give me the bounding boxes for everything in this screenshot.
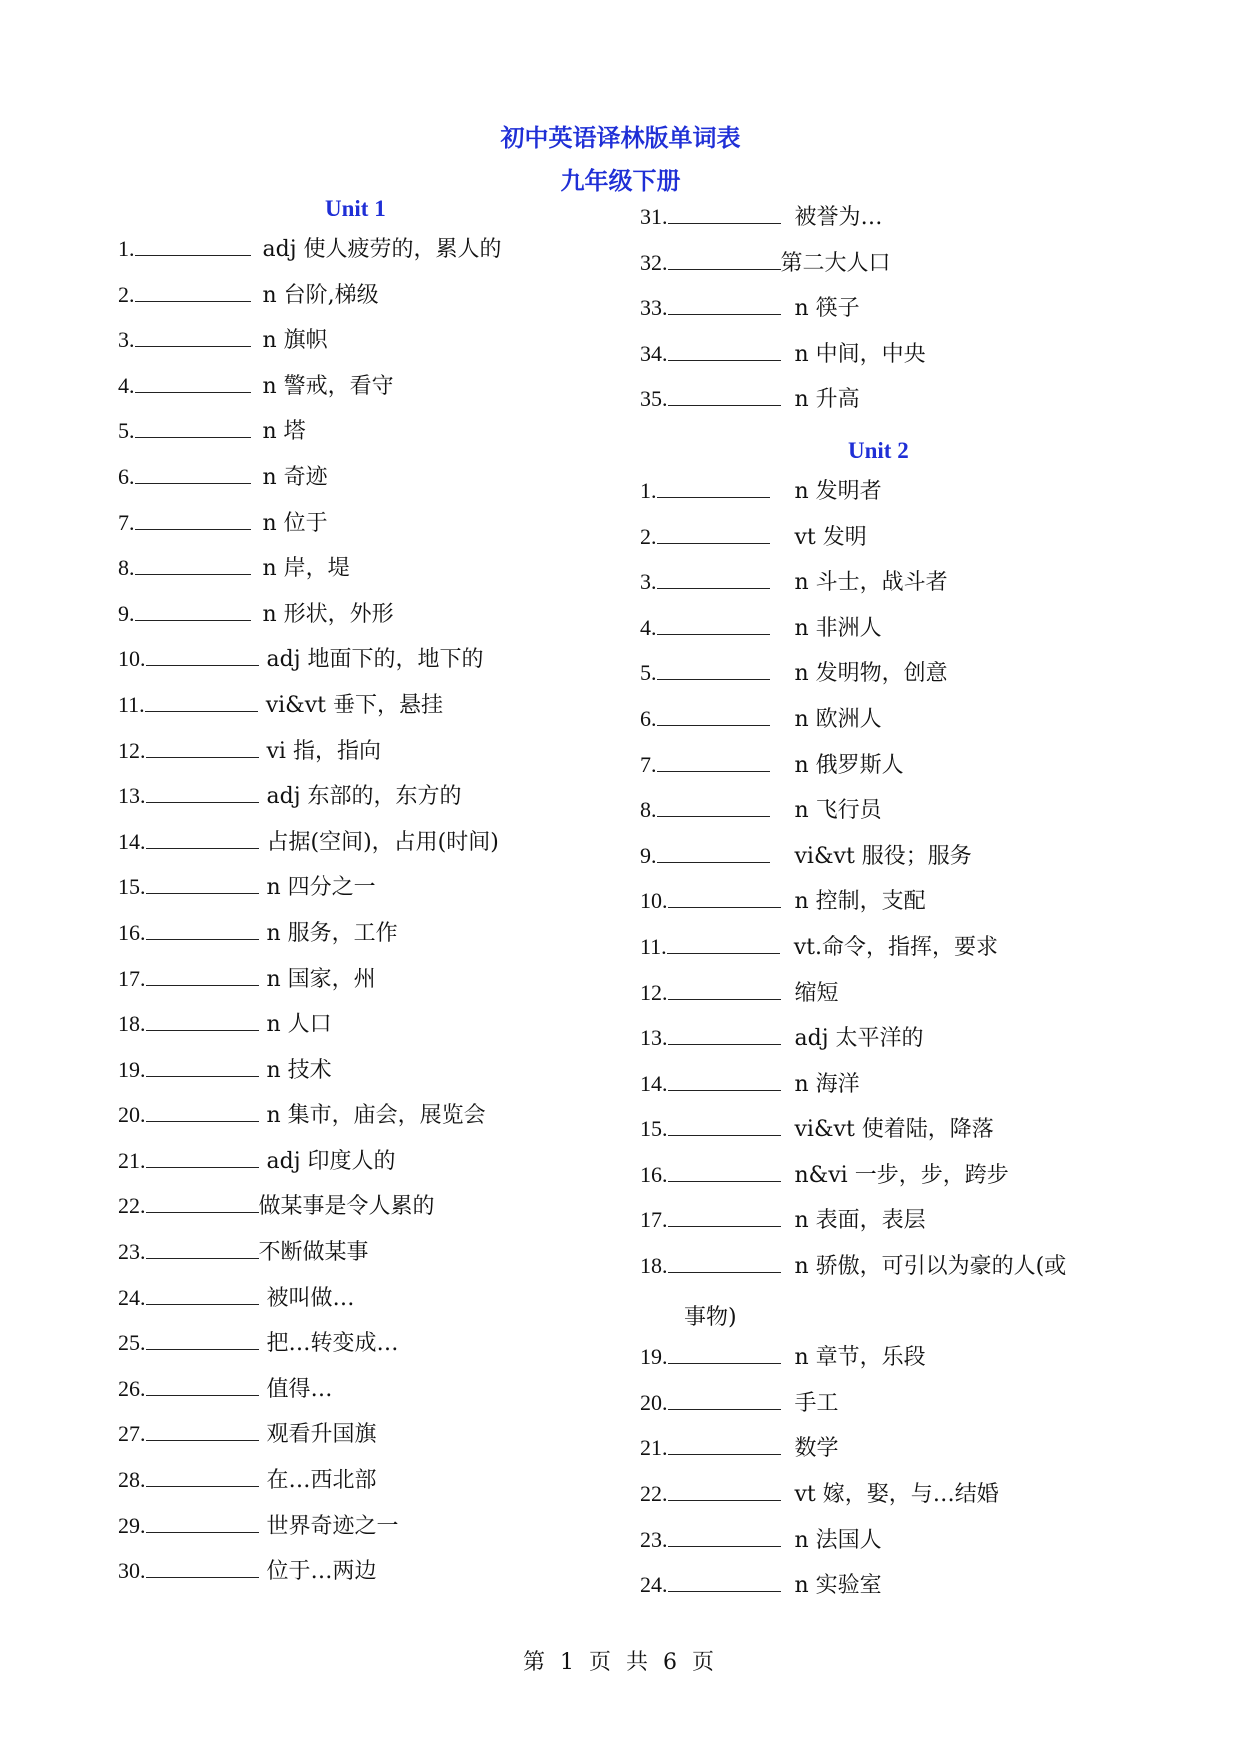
answer-blank[interactable]	[668, 1161, 781, 1182]
definition: adj 东部的，东方的	[266, 784, 462, 810]
answer-blank[interactable]	[135, 372, 251, 393]
item-number: 33.	[640, 295, 668, 321]
answer-blank[interactable]	[146, 828, 259, 849]
item-number: 16.	[118, 919, 146, 945]
item-number: 12.	[640, 979, 668, 1005]
page-footer: 第 1 页 共 6 页	[523, 1650, 718, 1675]
item-number: 25.	[118, 1330, 146, 1356]
answer-blank[interactable]	[668, 385, 781, 406]
vocab-row	[118, 232, 618, 278]
vocab-row	[640, 1477, 1160, 1523]
item-number: 11.	[640, 933, 667, 959]
item-number: 17.	[640, 1207, 668, 1233]
definition: n 形状，外形	[262, 601, 394, 627]
answer-blank[interactable]	[657, 477, 770, 498]
item-number: 20.	[640, 1389, 668, 1415]
definition: n 法国人	[794, 1527, 882, 1553]
answer-blank[interactable]	[668, 1206, 781, 1227]
vocab-row	[640, 1203, 1160, 1249]
vocab-row	[640, 1386, 1160, 1432]
vocab-row	[118, 369, 618, 415]
answer-blank[interactable]	[668, 294, 781, 315]
item-number: 13.	[640, 1025, 668, 1051]
definition: 手工	[794, 1390, 839, 1416]
definition: n 发明物，创意	[794, 661, 948, 687]
answer-blank[interactable]	[135, 281, 251, 302]
definition: adj 印度人的	[266, 1148, 396, 1174]
vocab-row	[640, 200, 1160, 246]
definition: n 控制，支配	[794, 889, 926, 915]
answer-blank[interactable]	[657, 842, 770, 863]
vocab-row	[640, 1249, 1160, 1295]
item-number: 23.	[118, 1239, 146, 1265]
item-number: 17.	[118, 965, 146, 991]
definition: 值得…	[266, 1376, 333, 1402]
vocab-row	[118, 1417, 618, 1463]
definition: n 岸，堤	[262, 556, 350, 582]
definition: 位于…两边	[266, 1559, 377, 1585]
item-number: 10.	[640, 888, 668, 914]
item-number: 18.	[640, 1253, 668, 1279]
answer-blank[interactable]	[146, 782, 259, 803]
unit-heading: Unit 2	[848, 437, 909, 463]
answer-blank[interactable]	[668, 1024, 781, 1045]
item-number: 30.	[118, 1558, 146, 1584]
item-number: 3.	[640, 569, 657, 595]
item-number: 9.	[118, 600, 135, 626]
answer-blank[interactable]	[657, 705, 770, 726]
answer-blank[interactable]	[146, 1420, 259, 1441]
definition: 数学	[794, 1436, 839, 1462]
definition: vi&vt 垂下，悬挂	[265, 692, 443, 718]
definition: n 章节，乐段	[794, 1345, 926, 1371]
answer-blank[interactable]	[146, 1056, 259, 1077]
item-number: 21.	[640, 1435, 668, 1461]
vocab-row	[640, 611, 1160, 657]
answer-blank[interactable]	[146, 1329, 259, 1350]
vocab-row	[118, 1509, 618, 1555]
vocab-row	[640, 246, 1160, 292]
definition: vt 发明	[794, 524, 867, 550]
answer-blank[interactable]	[135, 554, 251, 575]
right-column	[640, 200, 1160, 1614]
answer-blank[interactable]	[146, 1101, 259, 1122]
answer-blank[interactable]	[668, 1526, 781, 1547]
definition: n 四分之一	[266, 875, 376, 901]
answer-blank[interactable]	[668, 979, 781, 1000]
item-number: 34.	[640, 340, 668, 366]
item-number: 5.	[118, 418, 135, 444]
answer-blank[interactable]	[668, 340, 781, 361]
answer-blank[interactable]	[135, 600, 251, 621]
definition: vt 嫁，娶，与…结婚	[794, 1482, 999, 1508]
item-number: 1.	[118, 236, 135, 261]
item-number: 15.	[118, 874, 146, 900]
vocab-row	[118, 962, 618, 1008]
definition: n 警戒，看守	[262, 373, 394, 399]
vocab-row	[640, 793, 1160, 839]
vocab-row	[118, 1372, 618, 1418]
vocab-row	[118, 506, 618, 552]
answer-blank[interactable]	[657, 659, 770, 680]
item-number: 22.	[640, 1481, 668, 1507]
definition: n 集市，庙会，展览会	[266, 1103, 486, 1129]
definition: 把…转变成…	[266, 1331, 399, 1357]
answer-blank[interactable]	[135, 509, 251, 530]
definition: vi&vt 服役；服务	[794, 843, 972, 869]
definition: 被誉为…	[794, 205, 883, 230]
item-number: 2.	[118, 281, 135, 307]
answer-blank[interactable]	[657, 614, 770, 635]
vocab-row	[640, 520, 1160, 566]
item-number: 14.	[118, 828, 146, 854]
definition: n 人口	[266, 1012, 332, 1038]
item-number: 4.	[118, 372, 135, 398]
answer-blank[interactable]	[657, 523, 770, 544]
vocab-row	[118, 460, 618, 506]
item-number: 31.	[640, 204, 668, 229]
vocab-row	[640, 474, 1160, 520]
definition: n 服务，工作	[266, 920, 398, 946]
item-number: 21.	[118, 1147, 146, 1173]
vocab-row	[118, 734, 618, 780]
definition: n 海洋	[794, 1071, 860, 1097]
vocab-row	[640, 1523, 1160, 1569]
definition: n 非洲人	[794, 615, 882, 641]
item-number: 32.	[640, 249, 668, 275]
vocab-row	[640, 1431, 1160, 1477]
item-number: 16.	[640, 1161, 668, 1187]
vocab-row	[640, 702, 1160, 748]
vocab-row	[118, 642, 618, 688]
item-number: 13.	[118, 783, 146, 809]
item-number: 2.	[640, 523, 657, 549]
answer-blank[interactable]	[146, 1512, 259, 1533]
item-number: 24.	[118, 1284, 146, 1310]
vocab-row	[640, 656, 1160, 702]
answer-blank[interactable]	[146, 1010, 259, 1031]
answer-blank[interactable]	[668, 203, 781, 224]
item-number: 22.	[118, 1193, 146, 1219]
answer-blank[interactable]	[135, 235, 251, 256]
vocab-row	[118, 779, 618, 825]
item-number: 29.	[118, 1512, 146, 1538]
answer-blank[interactable]	[657, 796, 770, 817]
answer-blank[interactable]	[667, 933, 780, 954]
vocab-row	[118, 825, 618, 871]
item-number: 26.	[118, 1375, 146, 1401]
definition: 缩短	[794, 980, 839, 1006]
item-number: 11.	[118, 691, 145, 717]
answer-blank[interactable]	[135, 417, 251, 438]
vocab-row	[640, 1158, 1160, 1204]
item-number: 1.	[640, 477, 657, 503]
answer-blank[interactable]	[146, 873, 259, 894]
definition: n 实验室	[794, 1573, 882, 1599]
definition: n 表面，表层	[794, 1208, 926, 1234]
vocab-row	[640, 1340, 1160, 1386]
answer-blank[interactable]	[146, 1466, 259, 1487]
answer-blank[interactable]	[146, 1192, 259, 1213]
vocab-row	[640, 1021, 1160, 1067]
item-number: 15.	[640, 1116, 668, 1142]
definition: n 骄傲，可引以为豪的人(或	[794, 1254, 1067, 1280]
answer-blank[interactable]	[668, 1070, 781, 1091]
item-number: 20.	[118, 1102, 146, 1128]
vocab-row	[640, 976, 1160, 1022]
answer-blank[interactable]	[146, 1147, 259, 1168]
item-number: 27.	[118, 1421, 146, 1447]
vocab-row	[118, 323, 618, 369]
definition: 做某事是令人累的	[258, 1194, 435, 1220]
answer-blank[interactable]	[668, 1434, 781, 1455]
answer-blank[interactable]	[146, 645, 259, 666]
definition: n 筷子	[794, 296, 860, 322]
answer-blank[interactable]	[146, 1375, 259, 1396]
vocab-row	[640, 382, 1160, 428]
definition: n 旗帜	[262, 328, 328, 354]
definition: n 奇迹	[262, 464, 328, 490]
item-number: 4.	[640, 614, 657, 640]
vocab-row	[118, 278, 618, 324]
vocab-row	[640, 1067, 1160, 1113]
answer-blank[interactable]	[668, 1115, 781, 1136]
item-number: 19.	[640, 1344, 668, 1370]
answer-blank[interactable]	[135, 326, 251, 347]
definition: vi 指，指向	[266, 738, 381, 764]
vocab-row	[640, 884, 1160, 930]
answer-blank[interactable]	[668, 1343, 781, 1364]
vocab-row	[640, 1568, 1160, 1614]
answer-blank[interactable]	[668, 1389, 781, 1410]
definition: 第二大人口	[780, 250, 891, 276]
item-number: 23.	[640, 1526, 668, 1552]
vocab-row	[118, 1281, 618, 1327]
vocab-row	[118, 597, 618, 643]
item-number: 35.	[640, 386, 668, 412]
definition: n 国家，州	[266, 966, 376, 992]
definition: n 欧洲人	[794, 706, 882, 732]
answer-blank[interactable]	[668, 1252, 781, 1273]
definition: 占据(空间)，占用(时间)	[266, 829, 499, 855]
item-number: 28.	[118, 1467, 146, 1493]
page-title: 初中英语译林版单词表	[500, 123, 741, 152]
answer-blank[interactable]	[146, 1557, 259, 1578]
vocab-row	[118, 688, 618, 734]
answer-blank[interactable]	[668, 1480, 781, 1501]
vocab-row	[640, 337, 1160, 383]
definition: 世界奇迹之一	[266, 1513, 399, 1539]
definition: adj 使人疲劳的，累人的	[262, 237, 502, 262]
definition: n 技术	[266, 1057, 332, 1083]
answer-blank[interactable]	[135, 463, 251, 484]
vocab-row	[640, 839, 1160, 885]
definition: n 升高	[794, 387, 860, 413]
answer-blank[interactable]	[146, 737, 259, 758]
vocab-row	[118, 1326, 618, 1372]
definition: n 斗士，战斗者	[794, 570, 948, 596]
definition-continuation: 事物)	[684, 1304, 737, 1330]
definition: 在…西北部	[266, 1468, 377, 1494]
answer-blank[interactable]	[668, 887, 781, 908]
answer-blank[interactable]	[146, 965, 259, 986]
vocab-row	[118, 414, 618, 460]
item-number: 14.	[640, 1070, 668, 1096]
vocab-row	[118, 1235, 618, 1281]
item-number: 8.	[118, 555, 135, 581]
vocab-row	[640, 291, 1160, 337]
answer-blank[interactable]	[145, 691, 258, 712]
item-number: 7.	[640, 751, 657, 777]
definition: n 塔	[262, 419, 306, 445]
item-number: 6.	[640, 705, 657, 731]
item-number: 9.	[640, 842, 657, 868]
vocab-row	[118, 1007, 618, 1053]
answer-blank[interactable]	[146, 1284, 259, 1305]
vocab-row	[118, 1554, 618, 1600]
item-number: 3.	[118, 327, 135, 353]
answer-blank[interactable]	[146, 919, 259, 940]
definition: adj 地面下的，地下的	[266, 647, 484, 673]
item-number: 19.	[118, 1056, 146, 1082]
item-number: 24.	[640, 1572, 668, 1598]
item-number: 6.	[118, 463, 135, 489]
definition: adj 太平洋的	[794, 1026, 924, 1052]
vocab-row	[118, 1463, 618, 1509]
item-number: 10.	[118, 646, 146, 672]
answer-blank[interactable]	[146, 1238, 259, 1259]
item-number: 18.	[118, 1011, 146, 1037]
definition: n 俄罗斯人	[794, 752, 904, 778]
answer-blank[interactable]	[657, 568, 770, 589]
definition: vt.命令，指挥，要求	[793, 934, 998, 960]
answer-blank[interactable]	[657, 751, 770, 772]
definition: 观看升国旗	[266, 1422, 377, 1448]
item-number: 12.	[118, 737, 146, 763]
vocab-row	[118, 916, 618, 962]
answer-blank[interactable]	[668, 1571, 781, 1592]
vocab-row	[640, 565, 1160, 611]
definition: n 台阶,梯级	[262, 282, 379, 308]
definition: n 中间，中央	[794, 341, 926, 367]
vocab-row	[118, 1098, 618, 1144]
answer-blank[interactable]	[668, 249, 781, 270]
definition: n 飞行员	[794, 798, 882, 824]
left-column	[118, 196, 618, 1600]
definition: 被叫做…	[266, 1285, 355, 1311]
vocab-row	[118, 1053, 618, 1099]
vocab-row	[118, 1189, 618, 1235]
vocab-row	[118, 870, 618, 916]
item-number: 5.	[640, 660, 657, 686]
vocab-row	[118, 551, 618, 597]
definition: 不断做某事	[258, 1240, 369, 1266]
definition: n 发明者	[794, 478, 882, 504]
unit-heading: Unit 1	[325, 196, 386, 221]
vocab-row	[640, 930, 1160, 976]
definition: vi&vt 使着陆，降落	[794, 1117, 994, 1143]
vocab-row	[640, 1112, 1160, 1158]
page-subtitle: 九年级下册	[560, 166, 681, 195]
definition: n 位于	[262, 510, 328, 536]
vocab-row	[640, 748, 1160, 794]
item-number: 7.	[118, 509, 135, 535]
item-number: 8.	[640, 797, 657, 823]
vocab-row	[118, 1144, 618, 1190]
definition: n&vi 一步，步，跨步	[794, 1162, 1009, 1188]
